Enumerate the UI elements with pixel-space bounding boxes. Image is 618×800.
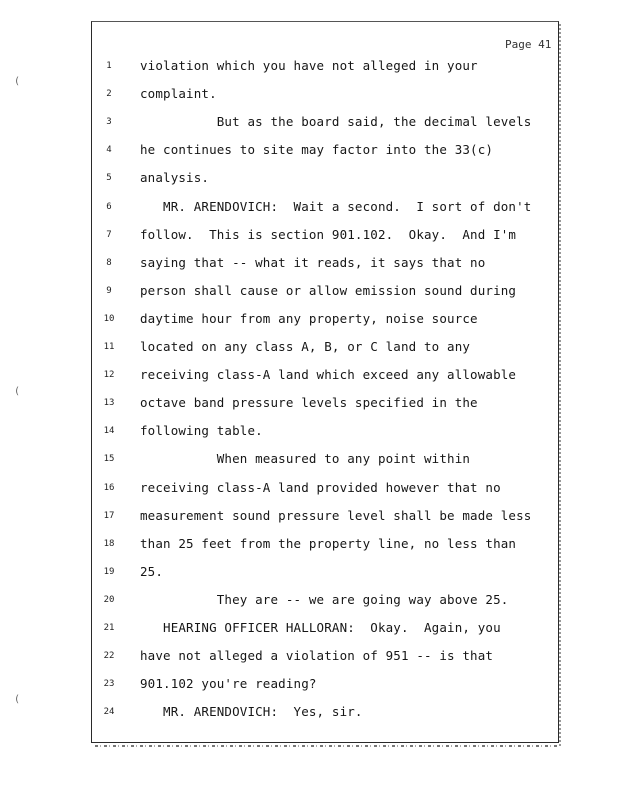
transcript-line: 25. <box>140 563 164 579</box>
transcript-line: following table. <box>140 423 263 439</box>
line-number: 3 <box>106 117 112 128</box>
page-edge-shadow <box>559 24 561 746</box>
transcript-line: MR. ARENDOVICH: Wait a second. I sort of don't <box>140 198 532 214</box>
line-number: 19 <box>103 566 115 577</box>
line-number: 9 <box>106 285 112 296</box>
transcript-line: 901.102 you're reading? <box>140 676 317 692</box>
line-number: 22 <box>103 651 115 662</box>
transcript-line: located on any class A, B, or C land to any <box>140 339 471 354</box>
margin-hole-mark: ( <box>14 694 21 705</box>
line-number: 13 <box>103 398 115 409</box>
transcript-line: octave band pressure levels specified in the <box>140 395 478 411</box>
line-number: 15 <box>103 454 115 465</box>
transcript-line: receiving class-A land provided however that no <box>140 479 501 495</box>
transcript-line: But as the board said, the decimal levels <box>140 114 532 130</box>
line-number: 12 <box>103 370 115 381</box>
transcript-line: When measured to any point within <box>140 451 471 467</box>
line-number: 21 <box>103 623 115 633</box>
transcript-line: complaint. <box>140 86 217 102</box>
page-number: Page 41 <box>505 38 552 51</box>
transcript-line: HEARING OFFICER HALLORAN: Okay. Again, you <box>140 620 501 635</box>
line-number: 11 <box>103 342 115 352</box>
line-number: 2 <box>106 89 112 100</box>
line-number: 10 <box>103 313 115 324</box>
transcript-line: follow. This is section 901.102. Okay. And I'm <box>140 226 517 242</box>
transcript-line: daytime hour from any property, noise source <box>140 310 478 326</box>
transcript-line: violation which you have not alleged in your <box>140 58 478 73</box>
transcript-line: saying that -- what it reads, it says that no <box>140 254 486 270</box>
line-number: 24 <box>103 707 115 718</box>
margin-hole-mark: ( <box>14 386 21 397</box>
transcript-line: receiving class-A land which exceed any allowable <box>140 367 517 383</box>
line-number: 16 <box>103 482 115 493</box>
page-bottom-edge <box>95 745 557 747</box>
line-number: 4 <box>106 145 112 156</box>
transcript-line: MR. ARENDOVICH: Yes, sir. <box>140 704 363 720</box>
line-number: 14 <box>103 426 115 437</box>
line-number: 1 <box>106 61 112 71</box>
margin-hole-mark: ( <box>14 76 21 87</box>
transcript-line: They are -- we are going way above 25. <box>140 591 509 607</box>
transcript-line: analysis. <box>140 170 210 186</box>
line-number: 23 <box>103 679 115 690</box>
transcript-line: he continues to site may factor into the 33(c) <box>140 142 494 158</box>
transcript-line: have not alleged a violation of 951 -- is that <box>140 648 494 664</box>
line-number: 7 <box>106 229 112 240</box>
line-number: 20 <box>103 594 115 605</box>
line-number: 5 <box>106 173 112 184</box>
line-number: 18 <box>103 538 115 549</box>
transcript-line: person shall cause or allow emission sound during <box>140 282 517 298</box>
transcript-line: measurement sound pressure level shall be made less <box>140 507 532 523</box>
line-number: 17 <box>103 510 115 521</box>
line-number: 8 <box>106 257 112 268</box>
line-number: 6 <box>106 201 112 212</box>
transcript-line: than 25 feet from the property line, no less than <box>140 535 517 551</box>
